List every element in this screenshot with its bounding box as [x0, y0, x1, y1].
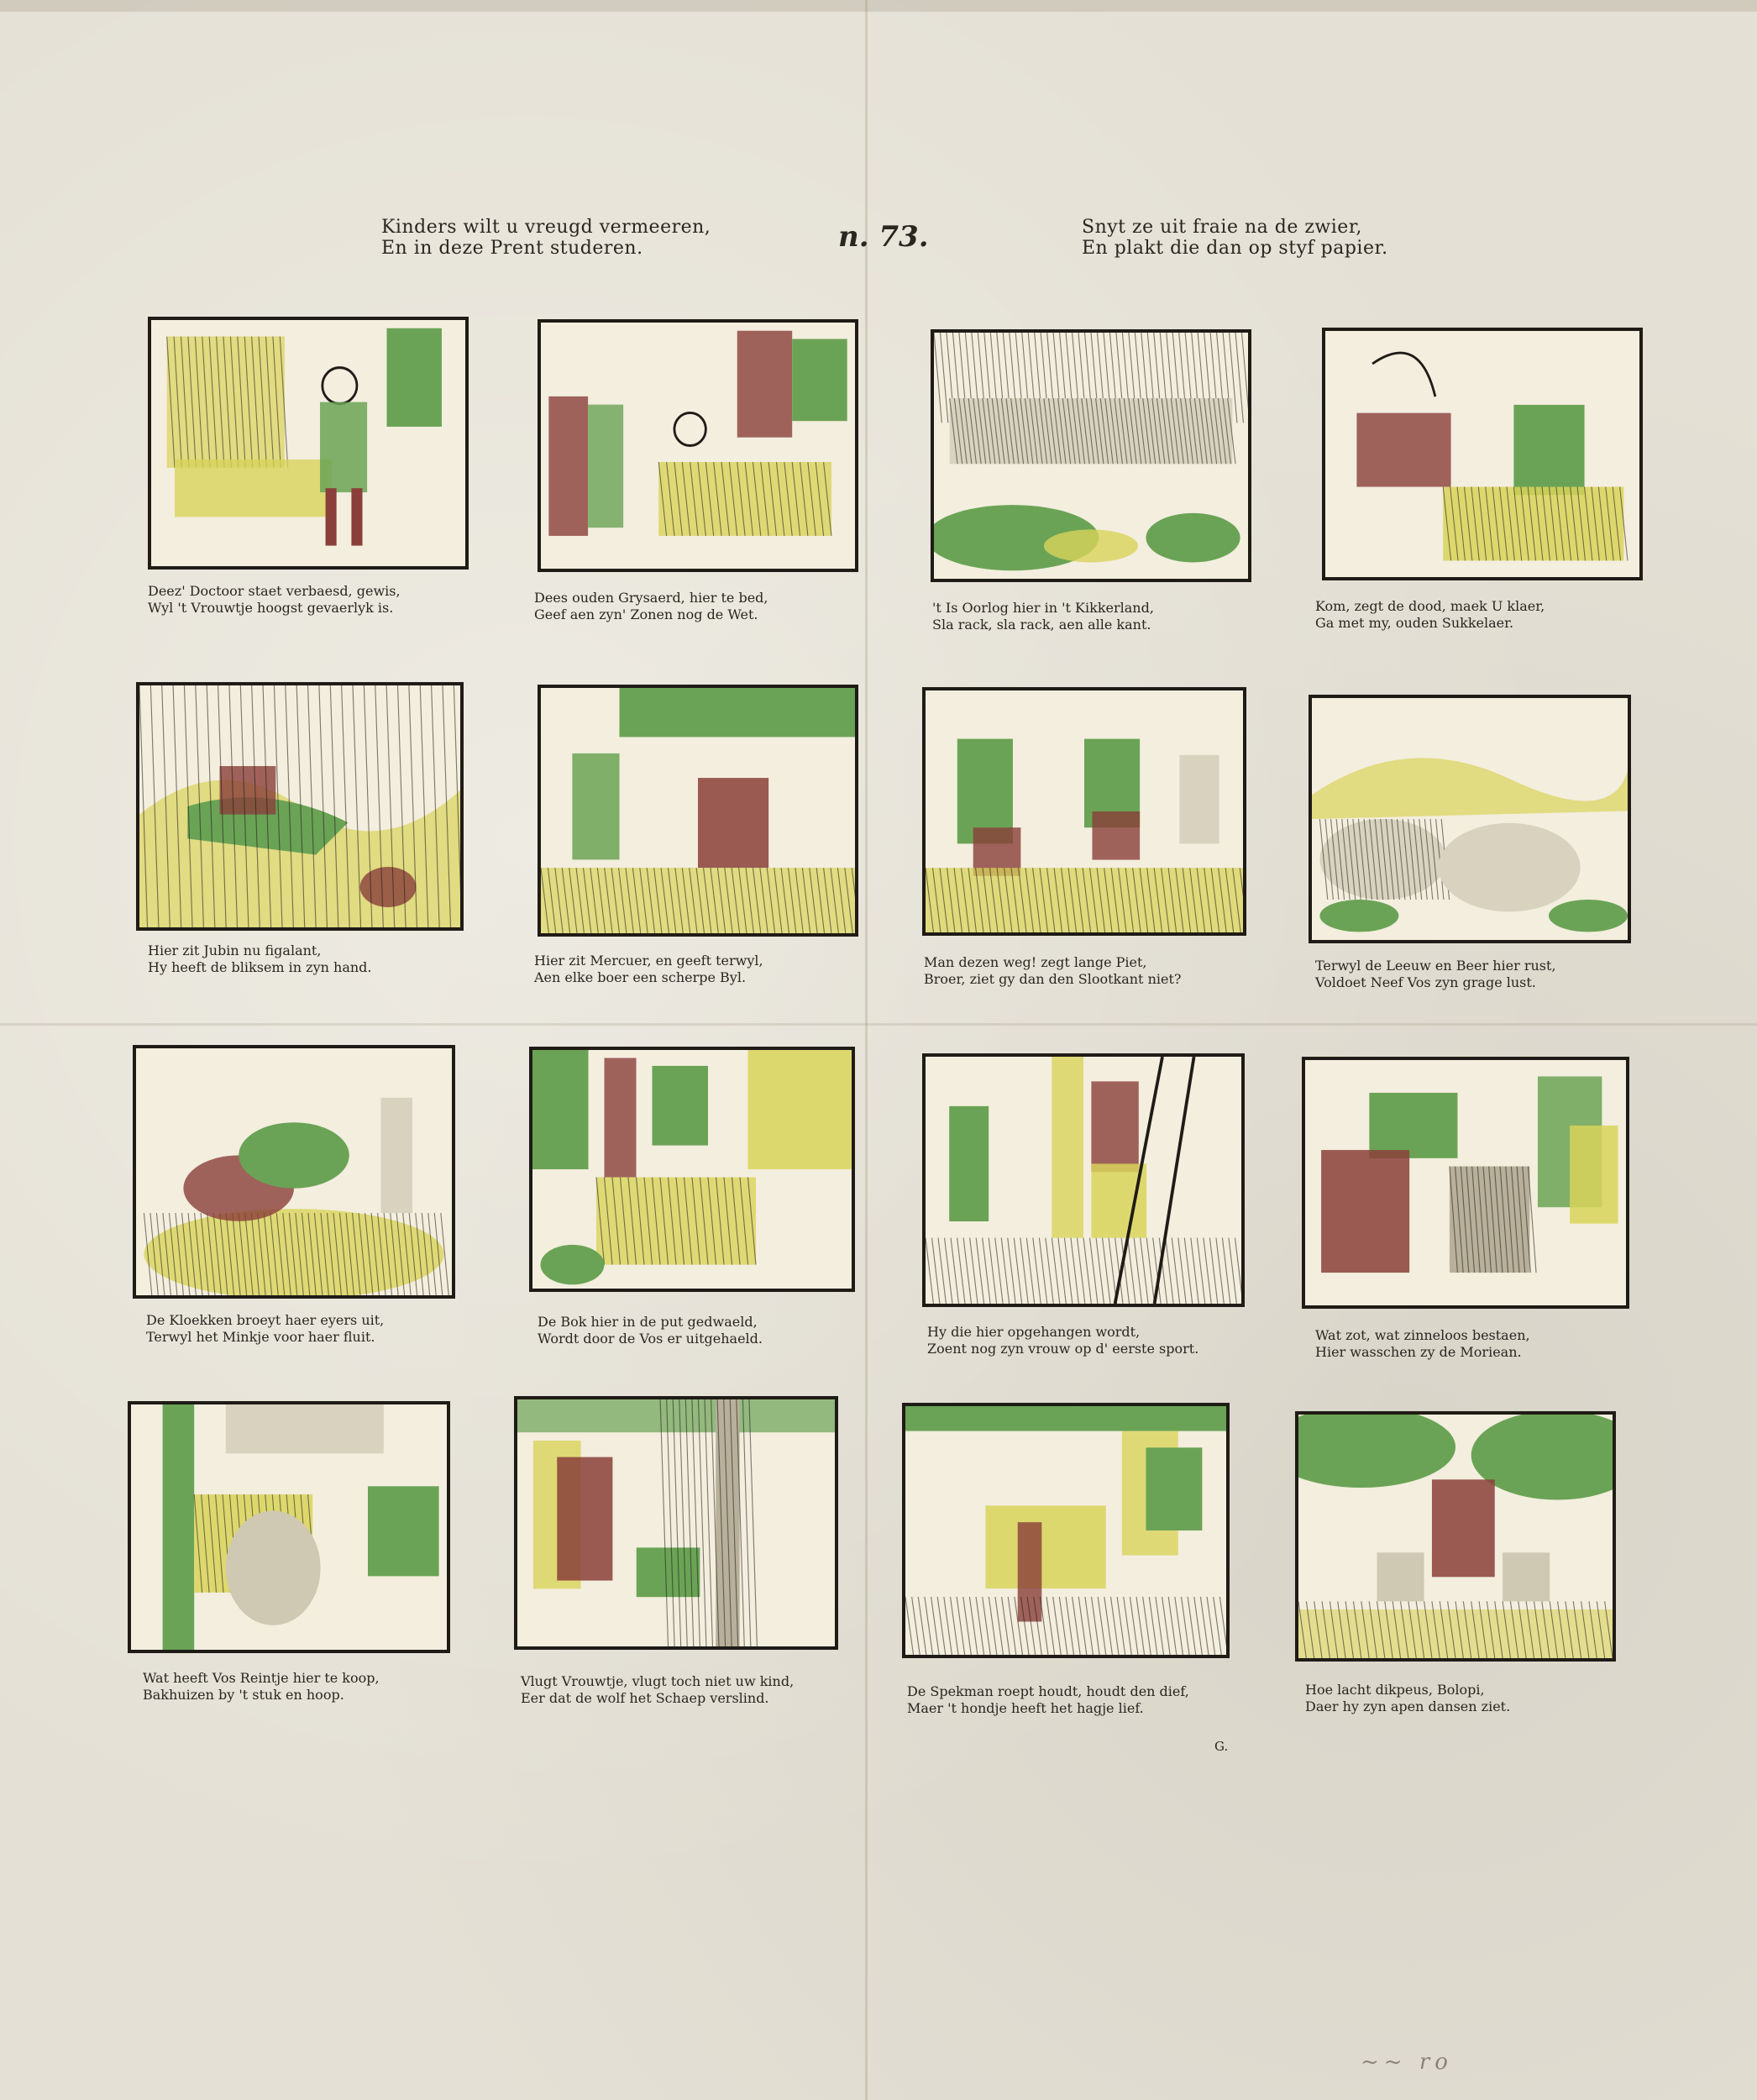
- caption-line: Hy die hier opgehangen wordt,: [927, 1324, 1141, 1340]
- woodcut-illustration: [1325, 331, 1639, 577]
- woodcut-panel-15: [902, 1403, 1230, 1658]
- panel-caption-9: [146, 1312, 384, 1346]
- panel-caption-2: [534, 590, 768, 623]
- woodcut-panel-5: [136, 682, 464, 931]
- woodcut-panel-7: [922, 687, 1246, 936]
- panel-caption-10: [538, 1314, 763, 1347]
- woodcut-illustration: [1298, 1415, 1613, 1658]
- caption-line: Wyl 't Vrouwtje hoogst gevaerlyk is.: [148, 600, 394, 616]
- header-left-verse: [381, 217, 711, 259]
- woodcut-illustration: [1312, 698, 1628, 940]
- caption-line: Wat zot, wat zinneloos bestaen,: [1315, 1327, 1530, 1343]
- panel-caption-6: [534, 953, 763, 986]
- caption-line: Vlugt Vrouwtje, vlugt toch niet uw kind,: [521, 1673, 795, 1689]
- header-right-verse: [1082, 217, 1388, 259]
- caption-line: Daer hy zyn apen dansen ziet.: [1305, 1698, 1511, 1714]
- caption-line: Hier zit Jubin nu figalant,: [148, 942, 322, 958]
- woodcut-panel-2: [538, 319, 858, 572]
- header-left-line-1: Kinders wilt u vreugd vermeeren,: [381, 217, 711, 238]
- caption-line: Hoe lacht dikpeus, Bolopi,: [1305, 1682, 1485, 1698]
- header-right-line-2: En plakt die dan op styf papier.: [1082, 238, 1388, 259]
- woodcut-illustration: [151, 320, 465, 566]
- header-right-line-1: Snyt ze uit fraie na de zwier,: [1082, 217, 1362, 238]
- woodcut-illustration: [541, 323, 855, 569]
- caption-line: Zoent nog zyn vrouw op d' eerste sport.: [927, 1341, 1199, 1357]
- caption-line: Hy heeft de bliksem in zyn hand.: [148, 959, 372, 975]
- panel-caption-11: [927, 1324, 1198, 1357]
- panel-caption-8: [1315, 958, 1556, 991]
- caption-line: 't Is Oorlog hier in 't Kikkerland,: [932, 600, 1154, 616]
- woodcut-illustration: [905, 1406, 1226, 1655]
- woodcut-panel-1: [148, 317, 469, 570]
- woodcut-illustration: [517, 1399, 835, 1646]
- woodcut-panel-12: [1302, 1057, 1629, 1309]
- woodcut-panel-14: [514, 1396, 838, 1650]
- caption-line: Wat heeft Vos Reintje hier te koop,: [143, 1670, 380, 1686]
- caption-line: Deez' Doctoor staet verbaesd, gewis,: [148, 583, 401, 599]
- woodcut-panel-4: [1322, 328, 1643, 580]
- panel-caption-4: [1315, 598, 1545, 632]
- pencil-note: ~~ ro: [1361, 2050, 1453, 2075]
- caption-line: Maer 't hondje heeft het hagje lief.: [907, 1700, 1144, 1716]
- woodcut-panel-16: [1295, 1411, 1616, 1662]
- woodcut-panel-13: [128, 1401, 450, 1653]
- panel-caption-5: [148, 942, 372, 976]
- caption-line: Aen elke boer een scherpe Byl.: [534, 969, 747, 985]
- caption-line: Wordt door de Vos er uitgehaeld.: [538, 1331, 763, 1347]
- caption-line: Voldoet Neef Vos zyn grage lust.: [1315, 974, 1536, 990]
- panel-caption-3: [932, 600, 1154, 633]
- panel-caption-12: [1315, 1327, 1530, 1361]
- woodcut-illustration: [1305, 1060, 1626, 1305]
- caption-line: Geef aen zyn' Zonen nog de Wet.: [534, 606, 758, 622]
- caption-line: Man dezen weg! zegt lange Piet,: [924, 954, 1147, 970]
- woodcut-illustration: [541, 688, 855, 933]
- caption-line: Bakhuizen by 't stuk en hoop.: [143, 1687, 344, 1703]
- printer-mark: G.: [1214, 1739, 1229, 1754]
- woodcut-illustration: [131, 1404, 447, 1650]
- woodcut-panel-11: [922, 1053, 1245, 1307]
- caption-line: De Spekman roept houdt, houdt den dief,: [907, 1683, 1189, 1699]
- woodcut-panel-3: [931, 329, 1251, 582]
- plate-number: n. 73.: [838, 220, 929, 254]
- woodcut-illustration: [139, 685, 460, 927]
- panel-caption-15: [907, 1683, 1189, 1717]
- caption-line: Sla rack, sla rack, aen alle kant.: [932, 617, 1151, 633]
- caption-line: Ga met my, ouden Sukkelaer.: [1315, 615, 1514, 631]
- woodcut-panel-10: [529, 1047, 855, 1292]
- woodcut-panel-8: [1309, 695, 1631, 943]
- woodcut-illustration: [926, 1057, 1241, 1304]
- panel-caption-13: [143, 1670, 380, 1704]
- sheet-edge-shadow: [0, 0, 1757, 12]
- caption-line: Broer, ziet gy dan den Slootkant niet?: [924, 971, 1182, 987]
- panel-caption-7: [924, 954, 1181, 988]
- panel-caption-1: [148, 583, 401, 617]
- panel-caption-14: [521, 1673, 794, 1707]
- caption-line: Terwyl het Minkje voor haer fluit.: [146, 1329, 375, 1345]
- woodcut-illustration: [934, 333, 1248, 579]
- caption-line: De Kloekken broeyt haer eyers uit,: [146, 1312, 385, 1328]
- vertical-fold: [865, 0, 868, 2100]
- woodcut-illustration: [136, 1048, 452, 1295]
- caption-line: Terwyl de Leeuw en Beer hier rust,: [1315, 958, 1556, 974]
- horizontal-fold: [0, 1023, 1757, 1026]
- woodcut-illustration: [532, 1050, 852, 1289]
- caption-line: Dees ouden Grysaerd, hier te bed,: [534, 590, 768, 606]
- caption-line: Eer dat de wolf het Schaep verslind.: [521, 1690, 769, 1706]
- woodcut-panel-9: [133, 1045, 455, 1299]
- caption-line: Hier zit Mercuer, en geeft terwyl,: [534, 953, 763, 969]
- header-left-line-2: En in deze Prent studeren.: [381, 238, 643, 259]
- caption-line: Kom, zegt de dood, maek U klaer,: [1315, 598, 1545, 614]
- woodcut-panel-6: [538, 685, 858, 937]
- caption-line: De Bok hier in de put gedwaeld,: [538, 1314, 758, 1330]
- panel-caption-16: [1305, 1682, 1510, 1715]
- caption-line: Hier wasschen zy de Moriean.: [1315, 1344, 1522, 1360]
- woodcut-illustration: [926, 690, 1243, 932]
